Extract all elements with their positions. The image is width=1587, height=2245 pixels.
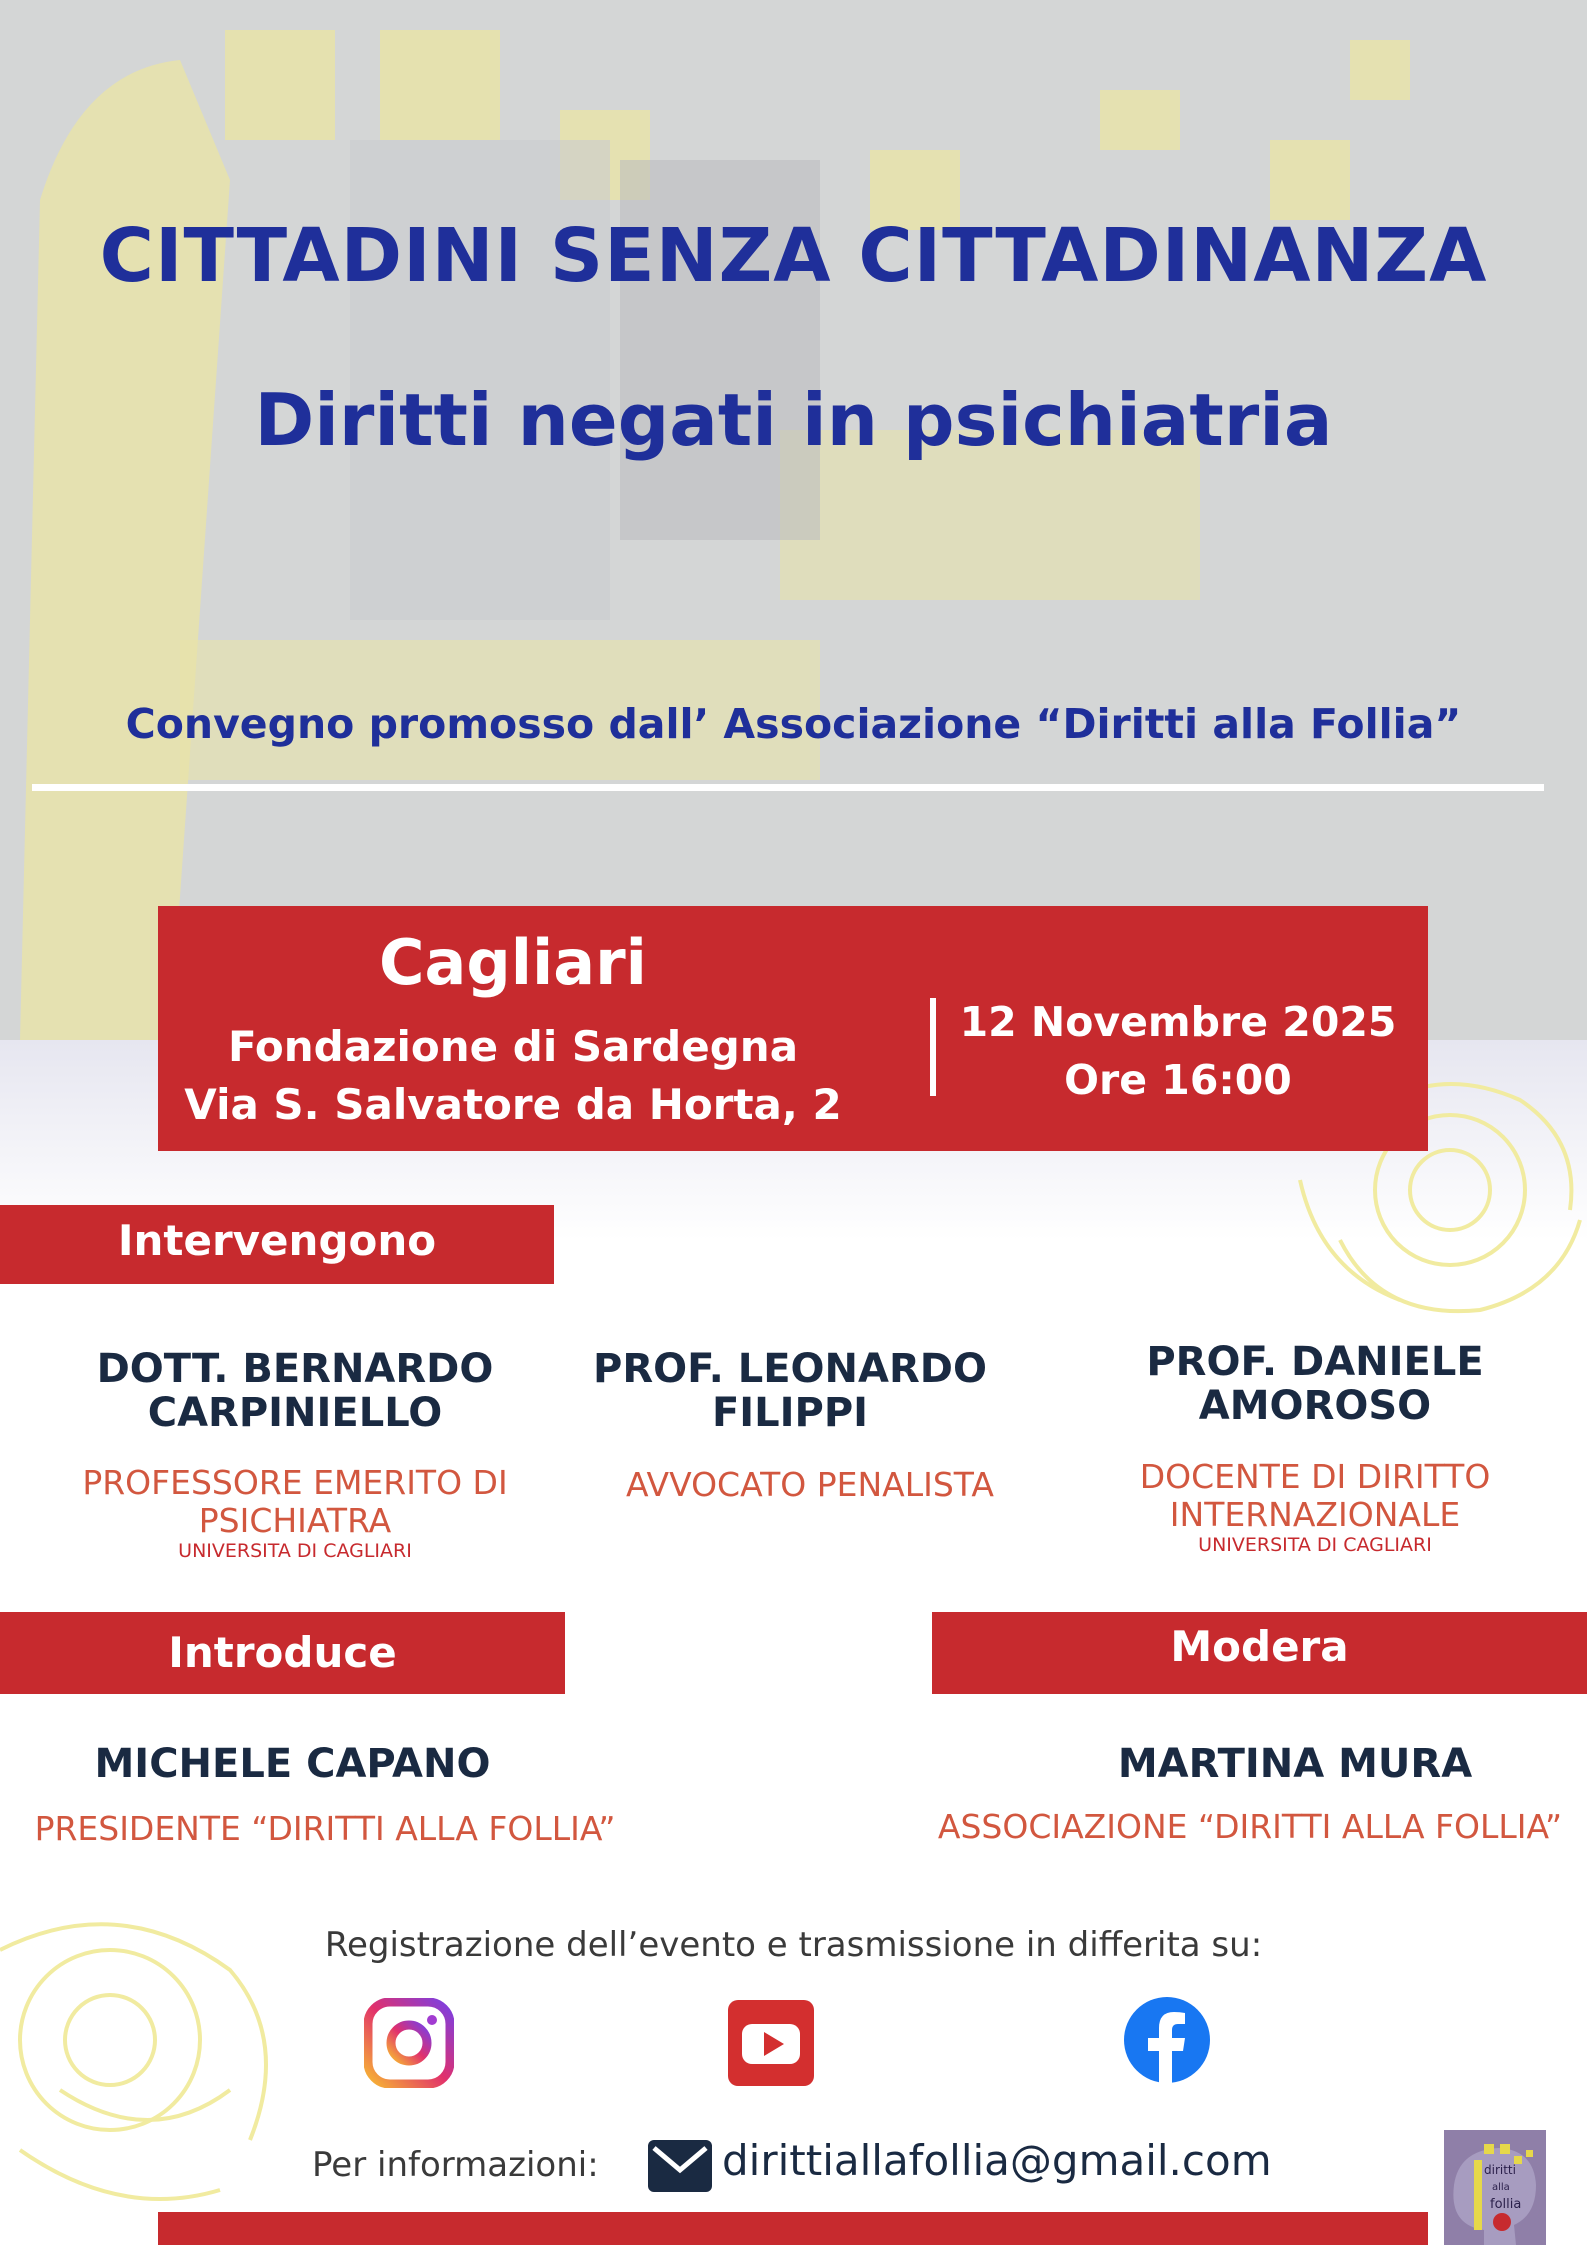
instagram-icon[interactable] <box>364 1998 454 2088</box>
speaker-role: PROFESSORE EMERITO DI <box>82 1463 508 1502</box>
speaker-name: PROF. DANIELE <box>1146 1339 1484 1385</box>
speaker-name: DOTT. BERNARDO <box>96 1346 494 1392</box>
association-logo <box>1444 2130 1546 2245</box>
faded-logo-background <box>0 0 1587 1040</box>
hero-background <box>0 0 1587 1040</box>
association-logo-mark <box>1444 2130 1546 2245</box>
main-title: CITTADINI SENZA CITTADINANZA <box>99 213 1488 299</box>
speaker-name: PROF. LEONARDO <box>593 1346 987 1392</box>
event-details-separator <box>930 998 936 1096</box>
main-subtitle: Diritti negati in psichiatria <box>254 378 1333 462</box>
speakers-section-label: Intervengono <box>0 1205 554 1284</box>
footer-bar <box>158 2212 1428 2245</box>
event-address: Via S. Salvatore da Horta, 2 <box>184 1080 842 1129</box>
mail-icon <box>648 2140 712 2192</box>
speaker-role: PSICHIATRA <box>198 1501 392 1540</box>
speaker-affiliation: UNIVERSITA DI CAGLIARI <box>1198 1534 1432 1556</box>
moderator-section-label: Modera <box>932 1612 1587 1694</box>
speaker-name: CARPINIELLO <box>147 1390 443 1436</box>
moderator-name: MARTINA MURA <box>1117 1741 1473 1787</box>
promoted-by-text: Convegno promosso dall’ Associazione “Diritti alla Follia” <box>125 700 1462 748</box>
speaker-role: INTERNAZIONALE <box>1169 1495 1461 1534</box>
event-time: Ore 16:00 <box>1064 1056 1292 1104</box>
facebook-icon[interactable] <box>1122 1995 1212 2085</box>
logo-text-line1: diritti <box>1484 2163 1516 2177</box>
speaker-affiliation: UNIVERSITA DI CAGLIARI <box>178 1540 412 1562</box>
logo-text-line3: follia <box>1490 2197 1522 2212</box>
broadcast-text: Registrazione dell’evento e trasmissione in differita su: <box>324 1925 1263 1965</box>
event-city: Cagliari <box>379 926 647 999</box>
contact-label: Per informazioni: <box>312 2145 599 2185</box>
introducer-name: MICHELE CAPANO <box>94 1741 491 1787</box>
speaker-role: AVVOCATO PENALISTA <box>626 1465 994 1504</box>
introduce-section-label: Introduce <box>0 1612 565 1694</box>
moderator-role: ASSOCIAZIONE “DIRITTI ALLA FOLLIA” <box>937 1807 1563 1846</box>
speaker-role: DOCENTE DI DIRITTO <box>1139 1457 1491 1496</box>
event-date: 12 Novembre 2025 <box>959 998 1397 1046</box>
introducer-role: PRESIDENTE “DIRITTI ALLA FOLLIA” <box>34 1809 616 1848</box>
speaker-name: FILIPPI <box>711 1390 869 1436</box>
header-divider <box>32 784 1544 791</box>
youtube-icon[interactable] <box>726 1998 816 2088</box>
event-details-box <box>158 906 1428 1151</box>
event-venue: Fondazione di Sardegna <box>227 1022 799 1071</box>
logo-text-line2: alla <box>1492 2182 1510 2193</box>
speaker-name: AMOROSO <box>1198 1383 1432 1429</box>
contact-email[interactable]: dirittiallafollia@gmail.com <box>722 2136 1272 2185</box>
